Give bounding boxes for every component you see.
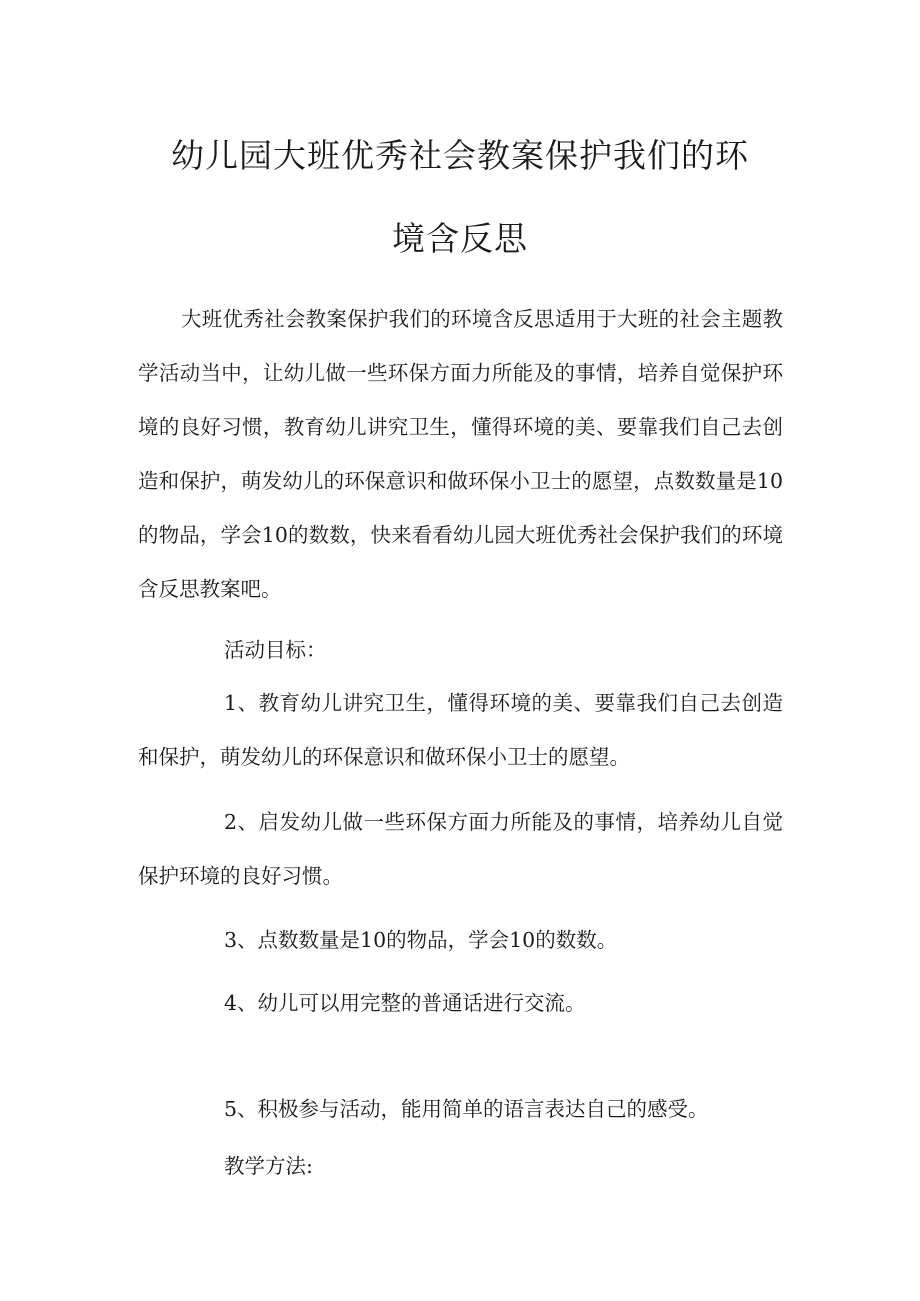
document-title-line-1: 幼儿园大班优秀社会教案保护我们的环 [171, 136, 749, 175]
goal-item-5: 5、积极参与活动，能用简单的语言表达自己的感受。 [224, 1097, 709, 1121]
goals-heading: 活动目标： [224, 638, 327, 662]
methods-heading: 教学方法: [224, 1154, 313, 1178]
goal-item-2: 2、启发幼儿做一些环保方面力所能及的事情，培养幼儿自觉保护环境的良好习惯。 [138, 810, 783, 888]
goal-item-3: 3、点数数量是10的物品，学会10的数数。 [224, 928, 618, 952]
goal-item-1: 1、教育幼儿讲究卫生，懂得环境的美、要靠我们自己去创造和保护，萌发幼儿的环保意识和做环保小卫士的愿望。 [138, 691, 783, 769]
intro-paragraph: 大班优秀社会教案保护我们的环境含反思适用于大班的社会主题教学活动当中，让幼儿做一些环保方面力所能及的事情，培养自觉保护环境的良好习惯，教育幼儿讲究卫生，懂得环境的美、要靠我们自己去创造和保护，萌发幼儿的环保意识和做环保小卫士的愿望，点数数量是10的物品，学会10的数数，快来看看幼儿园大班优秀社会保护我们的环境含反思教案吧。 [138, 307, 783, 601]
document-title-line-2: 境含反思 [392, 219, 528, 258]
goal-item-4: 4、幼儿可以用完整的普通话进行交流。 [224, 991, 586, 1015]
